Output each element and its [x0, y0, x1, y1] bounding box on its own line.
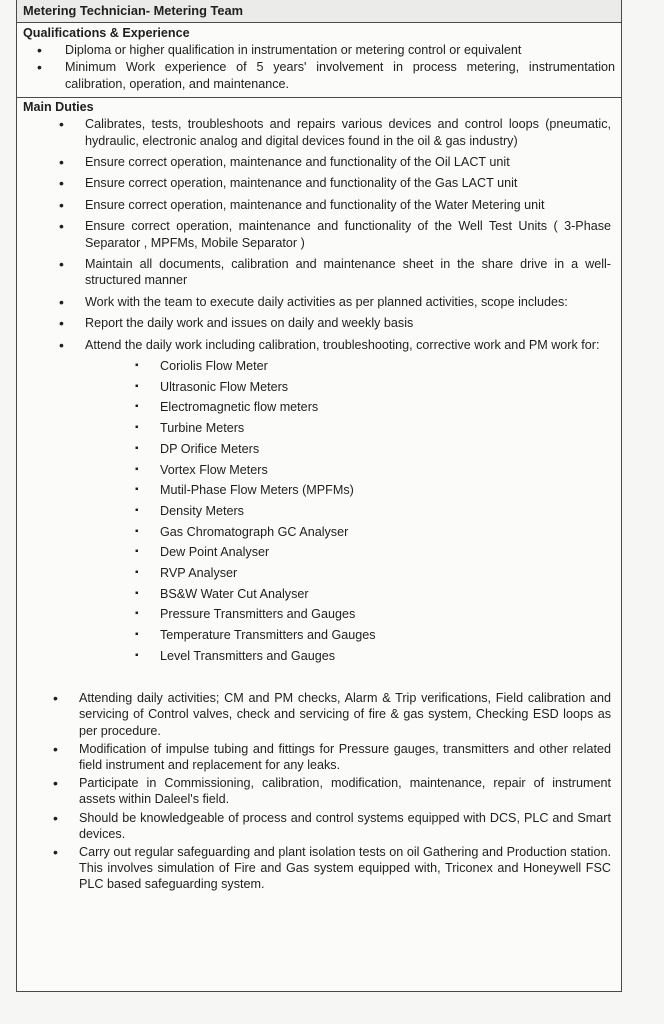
- list-item: ▪ Turbine Meters: [23, 420, 615, 437]
- duties-section: [17, 99, 621, 892]
- job-description-table: [16, 0, 622, 992]
- list-item: ▪ Dew Point Analyser: [23, 544, 615, 561]
- list-item: ▪ Pressure Transmitters and Gauges: [23, 606, 615, 623]
- list-item: • Carry out regular safeguarding and plant isolation tests on oil Gathering and Production station. This involves simulation of Fire and Gas system equipped with, Triconex and Honeywell FSC PLC based safeguarding system.: [23, 844, 615, 893]
- list-item: • Ensure correct operation, maintenance and functionality of the Water Metering unit: [23, 197, 615, 213]
- list-item: • Diploma or higher qualification in instrumentation or metering control or equivalent: [23, 42, 615, 58]
- list-item: • Modification of impulse tubing and fittings for Pressure gauges, transmitters and other related field instrument and replacement for any leaks.: [23, 741, 615, 773]
- list-item: ▪ Electromagnetic flow meters: [23, 399, 615, 416]
- qualifications-list: [23, 42, 615, 92]
- list-item: ▪ Density Meters: [23, 503, 615, 520]
- list-item: ▪ Gas Chromatograph GC Analyser: [23, 524, 615, 541]
- duties-title: Main Duties: [23, 100, 94, 115]
- list-item: • Participate in Commissioning, calibration, modification, maintenance, repair of instrument assets within Daleel's field.: [23, 775, 615, 807]
- list-item: • Calibrates, tests, troubleshoots and repairs various devices and control loops (pneumatic, hydraulic, electronic analog and digital devices found in the oil & gas industry): [23, 116, 615, 149]
- list-item: ▪ Coriolis Flow Meter: [23, 358, 615, 375]
- meter-types-list: [23, 358, 615, 664]
- list-item: • Minimum Work experience of 5 years' involvement in process metering, instrumentation calibration, operation, and maintenance.: [23, 59, 615, 92]
- list-item: ▪ Mutil-Phase Flow Meters (MPFMs): [23, 482, 615, 499]
- list-item: • Work with the team to execute daily activities as per planned activities, scope includes:: [23, 294, 615, 310]
- list-item: • Attend the daily work including calibration, troubleshooting, corrective work and PM work for:: [23, 337, 615, 353]
- list-item: ▪ DP Orifice Meters: [23, 441, 615, 458]
- list-item: ▪ BS&W Water Cut Analyser: [23, 586, 615, 603]
- list-item: • Should be knowledgeable of process and control systems equipped with DCS, PLC and Smart devices.: [23, 810, 615, 842]
- list-item: • Attending daily activities; CM and PM checks, Alarm & Trip verifications, Field calibration and servicing of Control valves, check and servicing of fire & gas system, Checking ESD loops as per procedure.: [23, 690, 615, 739]
- list-item: ▪ RVP Analyser: [23, 565, 615, 582]
- list-item: ▪ Vortex Flow Meters: [23, 462, 615, 479]
- job-title: Metering Technician- Metering Team: [17, 0, 621, 23]
- list-item: • Report the daily work and issues on daily and weekly basis: [23, 315, 615, 331]
- qualifications-title: Qualifications & Experience: [23, 26, 190, 40]
- duties-list: [23, 116, 615, 353]
- list-item: • Ensure correct operation, maintenance and functionality of the Oil LACT unit: [23, 154, 615, 170]
- list-item: ▪ Temperature Transmitters and Gauges: [23, 627, 615, 644]
- list-item: ▪ Ultrasonic Flow Meters: [23, 379, 615, 396]
- qualifications-section: [17, 23, 621, 98]
- list-item: • Ensure correct operation, maintenance and functionality of the Well Test Units ( 3-Phase Separator , MPFMs, Mobile Separator ): [23, 218, 615, 251]
- list-item: • Maintain all documents, calibration and maintenance sheet in the share drive in a well-structured manner: [23, 256, 615, 289]
- list-item: • Ensure correct operation, maintenance and functionality of the Gas LACT unit: [23, 175, 615, 191]
- additional-duties-list: [23, 690, 615, 892]
- list-item: ▪ Level Transmitters and Gauges: [23, 648, 615, 665]
